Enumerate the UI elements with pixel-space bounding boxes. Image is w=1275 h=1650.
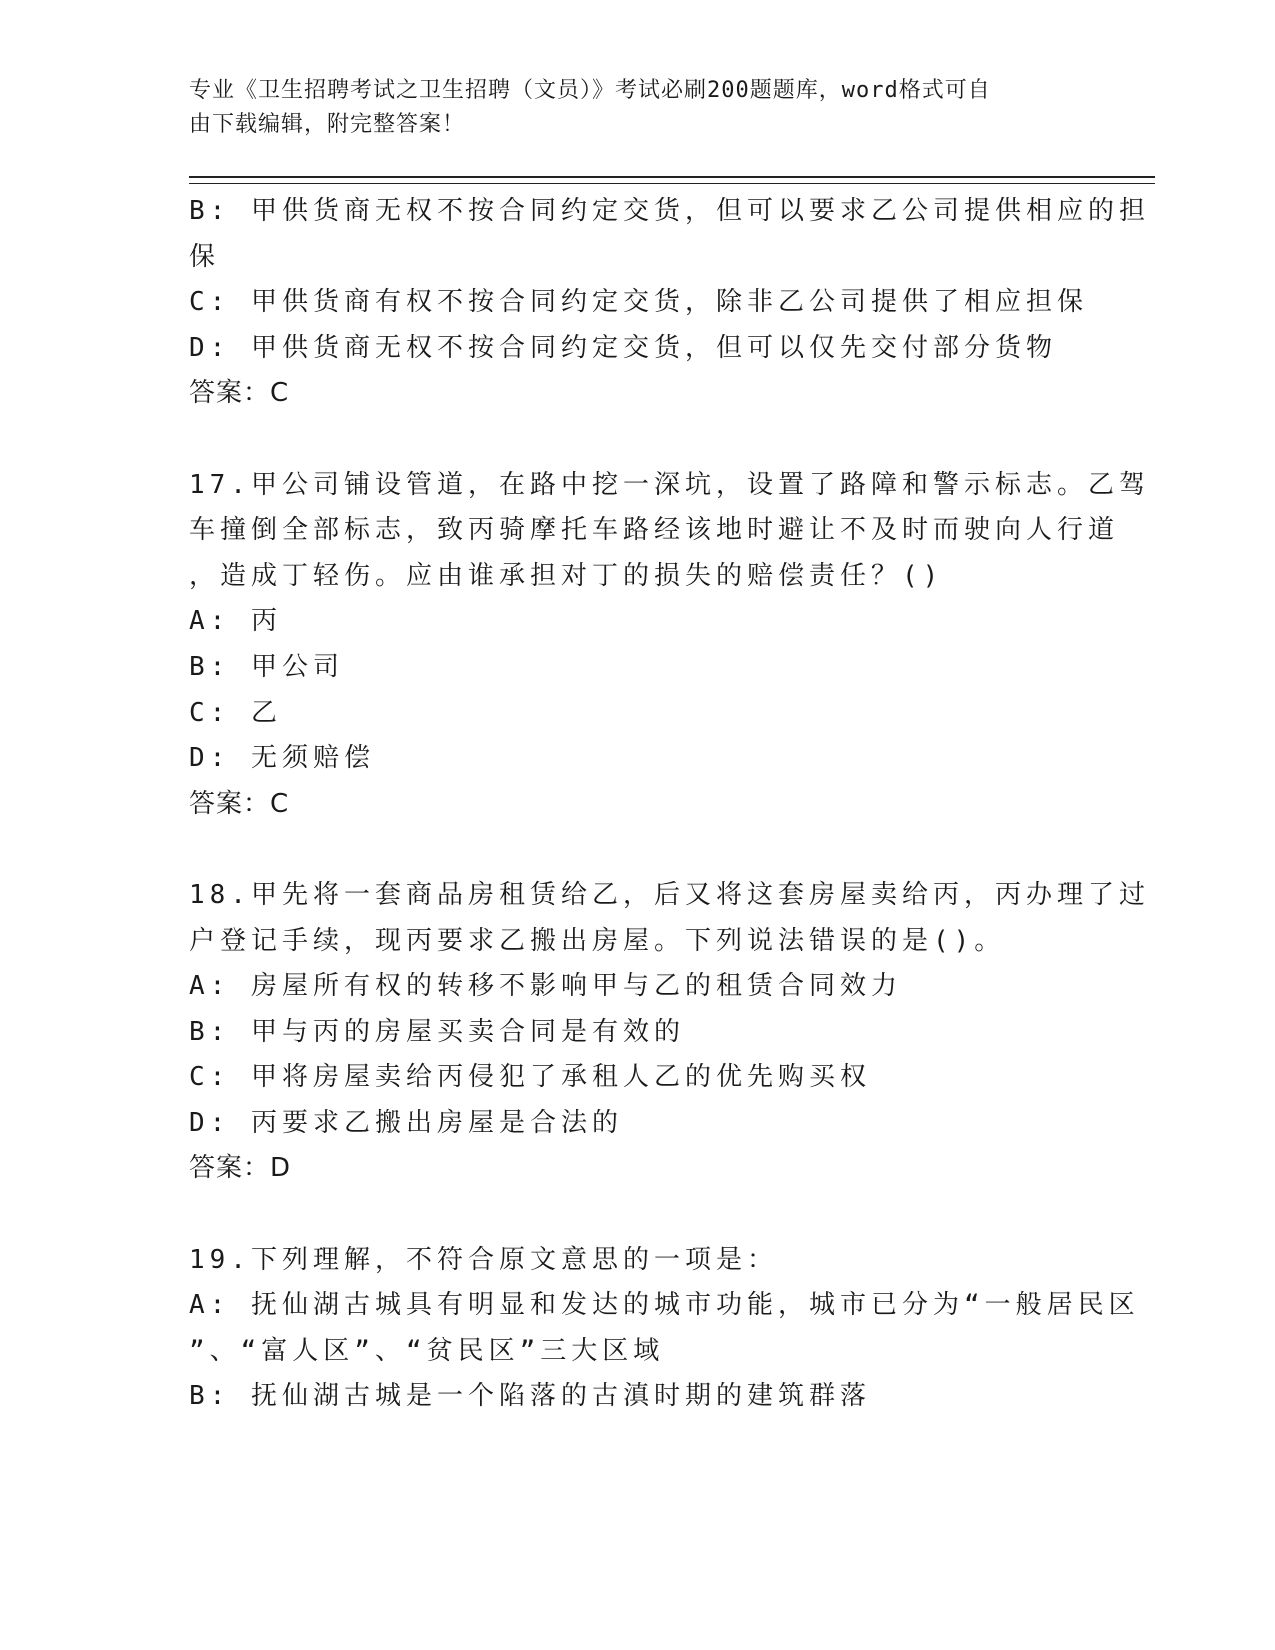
q17-option-c: C: 乙 [189,697,282,728]
q17-answer: 答案：C [189,788,290,819]
q19-option-a-line-1: A: 抚仙湖古城具有明显和发达的城市功能，城市已分为“一般居民区 [189,1290,1140,1321]
q17-stem-line-3: ，造成丁轻伤。应由谁承担对丁的损失的赔偿责任？() [189,560,944,591]
q17-stem-line-1: 17.甲公司铺设管道，在路中挖一深坑，设置了路障和警示标志。乙驾 [189,469,1150,500]
question-19-block [189,1238,1140,1420]
block-spacer [189,1192,1089,1238]
header-title-line-2: 由下载编辑，附完整答案！ [189,112,466,137]
q17-stem-line-2: 车撞倒全部标志，致丙骑摩托车路经该地时避让不及时而驶向人行道 [189,515,1120,546]
q17-option-d: D: 无须赔偿 [189,743,375,774]
question-18-block [189,873,1150,1192]
q18-option-c: C: 甲将房屋卖给丙侵犯了承租人乙的优先购买权 [189,1062,871,1093]
block-spacer [189,827,1089,873]
q16-answer: 答案：C [189,378,290,409]
q19-option-a-line-2: ”、“富人区”、“贫民区”三大区域 [189,1335,665,1366]
q18-option-b: B: 甲与丙的房屋买卖合同是有效的 [189,1016,685,1047]
q17-option-a: A: 丙 [189,606,282,637]
q16-option-b-line-1: B: 甲供货商无权不按合同约定交货，但可以要求乙公司提供相应的担 [189,196,1150,226]
block-spacer [189,417,1089,463]
header-title-line-1: 专业《卫生招聘考试之卫生招聘（文员）》考试必刷200题题库，word格式可自 [189,78,991,103]
q18-option-a: A: 房屋所有权的转移不影响甲与乙的租赁合同效力 [189,971,902,1002]
header-divider-thick [189,176,1155,178]
question-17-block [189,463,1150,828]
q19-option-b: B: 抚仙湖古城是一个陷落的古滇时期的建筑群落 [189,1381,871,1412]
q18-stem-line-2: 户登记手续，现丙要求乙搬出房屋。下列说法错误的是()。 [189,925,1006,956]
q18-answer: 答案：D [189,1153,292,1184]
q17-option-b: B: 甲公司 [189,651,344,682]
document-body [189,189,1150,1420]
q19-stem-line-1: 19.下列理解，不符合原文意思的一项是： [189,1244,778,1275]
question-16-block [189,189,1150,417]
document-header [189,74,1089,142]
q18-option-d: D: 丙要求乙搬出房屋是合法的 [189,1107,623,1138]
q16-option-c: C: 甲供货商有权不按合同约定交货，除非乙公司提供了相应担保 [189,287,1088,318]
q16-option-b-line-2: 保 [189,241,221,272]
q18-stem-line-1: 18.甲先将一套商品房租赁给乙，后又将这套房屋卖给丙，丙办理了过 [189,879,1150,910]
q16-option-d: D: 甲供货商无权不按合同约定交货，但可以仅先交付部分货物 [189,332,1057,363]
header-divider-thin [189,183,1155,184]
